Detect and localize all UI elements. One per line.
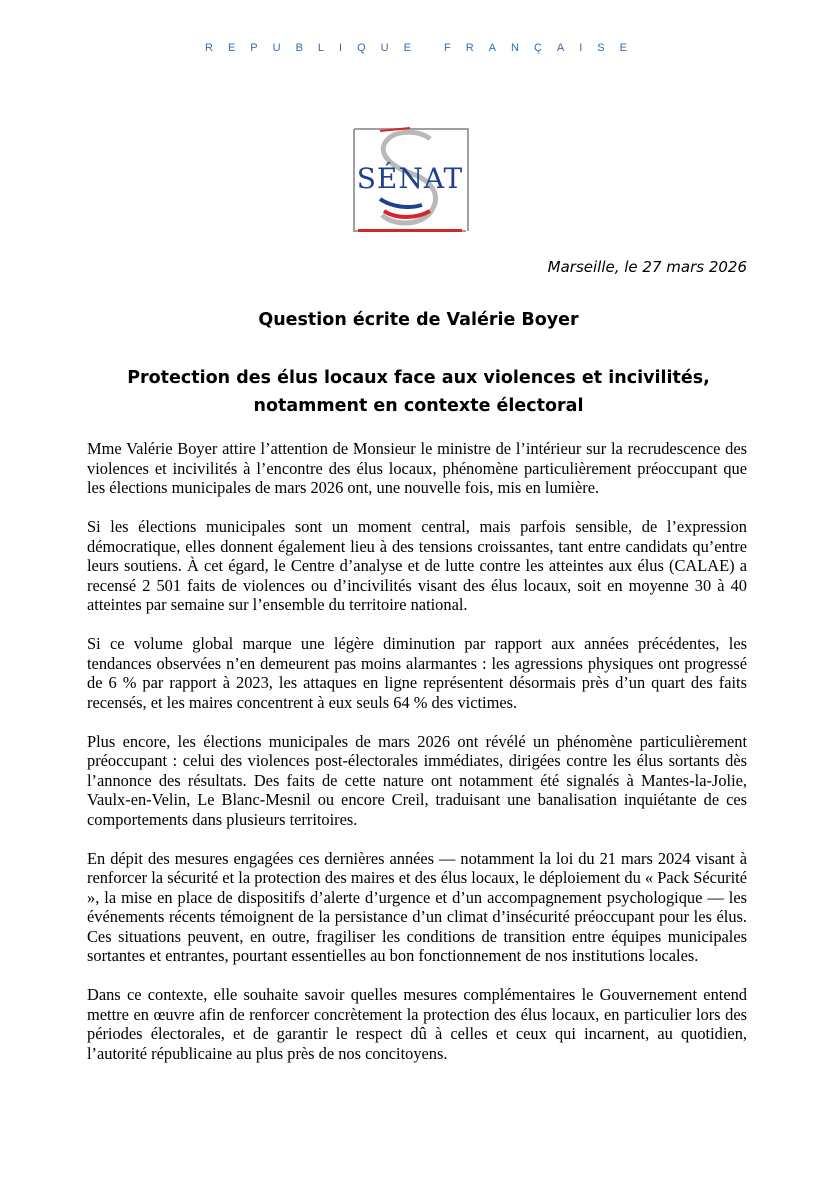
document-body — [87, 439, 747, 1083]
paragraph: Si les élections municipales sont un moment central, mais parfois sensible, de l’expression démocratique, elles donnent également lieu à des tensions croissantes, tant entre candidats qu’entre leurs soutiens. À cet égard, le Centre d’analyse et de lutte contre les atteintes aux élus (CALAE) a recensé 2 501 faits de violences ou d’incivilités visant des élus locaux, soit en moyenne 30 à 40 atteintes par semaine sur l’ensemble du territoire national. — [87, 517, 747, 614]
document-title — [100, 364, 737, 420]
document-date: Marseille, le 27 mars 2026 — [547, 258, 747, 276]
document-title-line-2: notamment en contexte électoral — [253, 396, 584, 416]
senat-logo-text: SÉNAT — [356, 162, 464, 195]
paragraph: Plus encore, les élections municipales de mars 2026 ont révélé un phénomène particulièrement préoccupant : celui des violences post-électorales immédiates, dirigées contre les élus sortants dès l’annonce des résultats. Des faits de cette nature ont notamment été signalés à Mantes-la-Jolie, Vaulx-en-Velin, Le Blanc-Mesnil ou encore Creil, traduisant une banalisation inquiétante de ces comportements dans plusieurs territoires. — [87, 731, 747, 829]
republique-francaise-header: REPUBLIQUE FRANÇAISE — [205, 42, 642, 54]
paragraph: Si ce volume global marque une légère diminution par rapport aux années précédentes, les tendances observées n’en demeurent pas moins alarmantes : les agressions physiques ont progressé de 6 % par rapport à 2023, les attaques en ligne représentent désormais près d’un quart des faits recensés, et les maires concentrent à eux seuls 64 % des victimes. — [87, 634, 747, 712]
document-title-line-1: Protection des élus locaux face aux violences et incivilités, — [127, 368, 710, 388]
paragraph: Dans ce contexte, elle souhaite savoir quelles mesures complémentaires le Gouvernement entend mettre en œuvre afin de renforcer concrètement la protection des élus locaux, en particulier lors des périodes électorales, et de garantir le respect dû à celles et ceux qui incarnent, au quotidien, l’autorité républicaine au plus près de nos concitoyens. — [87, 985, 747, 1063]
paragraph: En dépit des mesures engagées ces dernières années — notamment la loi du 21 mars 2024 visant à renforcer la sécurité et la protection des maires et des élus locaux, le déploiement du « Pack Sécurité », la mise en place de dispositifs d’alerte d’urgence et d’un accompagnement psychologique — les événements récents témoignent de la persistance d’un climat d’insécurité préoccupant pour les élus. Ces situations peuvent, en outre, fragiliser les conditions de transition entre équipes municipales sortantes et entrantes, pourtant essentielles au bon fonctionnement de nos institutions locales. — [87, 848, 747, 965]
senat-logo — [350, 125, 470, 235]
question-title: Question écrite de Valérie Boyer — [258, 310, 579, 330]
paragraph: Mme Valérie Boyer attire l’attention de Monsieur le ministre de l’intérieur sur la recrudescence des violences et incivilités à l’encontre des élus locaux, phénomène particulièrement préoccupant que les élections municipales de mars 2026 ont, une nouvelle fois, mis en lumière. — [87, 439, 747, 497]
